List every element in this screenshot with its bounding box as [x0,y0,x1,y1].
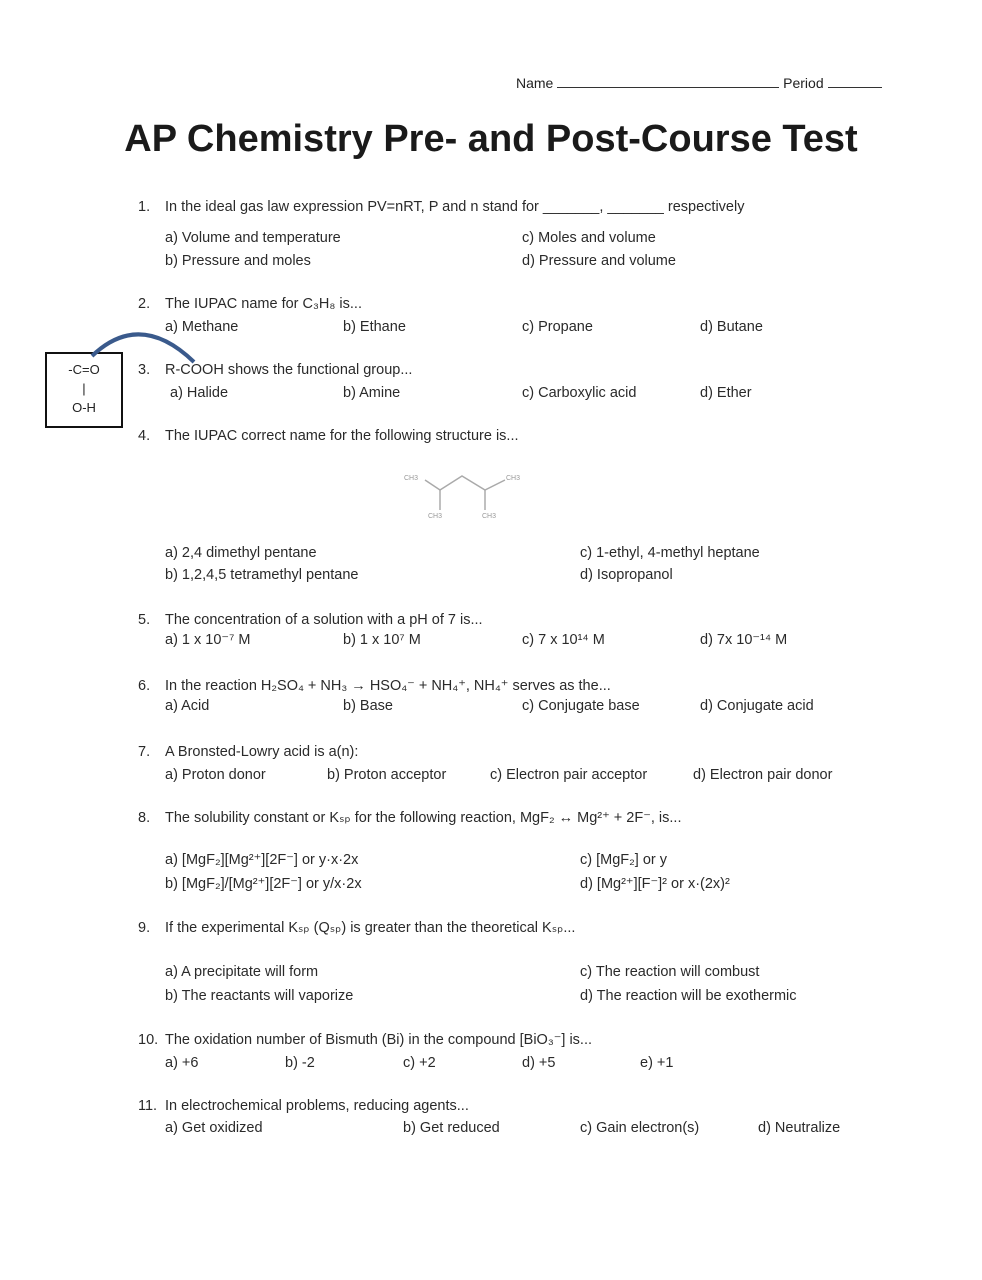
question-text: A Bronsted-Lowry acid is a(n): [165,744,359,760]
question-number: 10. [138,1032,159,1048]
answer-option[interactable]: a) Proton donor [165,767,266,783]
answer-option[interactable]: d) Conjugate acid [700,698,814,714]
answer-option[interactable]: b) Proton acceptor [327,767,447,783]
answer-option[interactable]: c) Propane [522,319,593,335]
answer-option[interactable]: d) Neutralize [758,1120,841,1136]
answer-option[interactable]: e) +1 [640,1055,674,1071]
answer-option[interactable]: d) The reaction will be exothermic [580,988,797,1004]
answer-option[interactable]: a) +6 [165,1055,199,1071]
answer-option[interactable]: c) 7 x 10¹⁴ M [522,632,605,648]
molecule-label: CH3 [482,513,497,520]
answer-option[interactable]: c) +2 [403,1055,436,1071]
answer-option[interactable]: a) Methane [165,319,239,335]
question-number: 7. [138,744,151,760]
page-title: AP Chemistry Pre- and Post-Course Test [124,118,858,160]
answer-option[interactable]: d) Ether [700,385,752,401]
answer-option[interactable]: d) Isopropanol [580,567,673,583]
fg-line-2: | [82,381,86,396]
question-text: The IUPAC name for C₃H₈ is... [165,296,362,312]
question-text: In the ideal gas law expression PV=nRT, P and n stand for _______, _______ respectively [165,199,745,215]
answer-option[interactable]: b) 1,2,4,5 tetramethyl pentane [165,567,359,583]
answer-option[interactable]: a) [MgF₂][Mg²⁺][2F⁻] or y·x·2x [165,852,359,868]
question-text: In the reaction H₂SO₄ + NH₃ → HSO₄⁻ + NH₄⁺, NH₄⁺ serves as the... [165,678,611,694]
answer-option[interactable]: d) Butane [700,319,763,335]
question-text: R-COOH shows the functional group... [165,362,413,378]
answer-option[interactable]: a) Get oxidized [165,1120,263,1136]
answer-option[interactable]: c) Carboxylic acid [522,385,637,401]
answer-option[interactable]: a) Acid [165,698,210,714]
answer-option[interactable]: d) Electron pair donor [693,767,833,783]
molecule-structure [425,476,505,510]
answer-option[interactable]: c) 1-ethyl, 4-methyl heptane [580,545,760,561]
answer-option[interactable]: b) The reactants will vaporize [165,988,354,1004]
answer-option[interactable]: b) 1 x 10⁷ M [343,632,421,648]
answer-option[interactable]: c) Conjugate base [522,698,640,714]
answer-option[interactable]: d) 7x 10⁻¹⁴ M [700,632,788,648]
question-number: 2. [138,296,151,312]
molecule-label: CH3 [506,475,521,482]
answer-option[interactable]: b) Ethane [343,319,406,335]
answer-option[interactable]: b) -2 [285,1055,315,1071]
name-label: Name [516,75,554,91]
question-text: The solubility constant or Kₛₚ for the following reaction, MgF₂ ↔ Mg²⁺ + 2F⁻, is... [165,810,682,826]
answer-option[interactable]: c) Electron pair acceptor [490,767,648,783]
question-number: 6. [138,678,151,694]
question-text: The concentration of a solution with a pH of 7 is... [165,612,483,628]
question-number: 3. [138,362,151,378]
answer-option[interactable]: b) Amine [343,385,401,401]
answer-option[interactable]: b) Base [343,698,393,714]
molecule-label: CH3 [428,513,443,520]
question-number: 4. [138,428,151,444]
question-number: 8. [138,810,151,826]
fg-line-3: O-H [72,400,96,415]
molecule-label: CH3 [404,475,419,482]
answer-option[interactable]: b) Get reduced [403,1120,500,1136]
answer-option[interactable]: a) Volume and temperature [165,230,341,246]
answer-option[interactable]: a) 2,4 dimethyl pentane [165,545,317,561]
answer-option[interactable]: d) Pressure and volume [522,253,676,269]
question-number: 5. [138,612,151,628]
answer-option[interactable]: d) +5 [522,1055,556,1071]
answer-option[interactable]: d) [Mg²⁺][F⁻]² or x·(2x)² [580,876,730,892]
answer-option[interactable]: c) Gain electron(s) [580,1120,700,1136]
fg-line-1: -C=O [68,362,100,377]
question-number: 11. [138,1098,158,1114]
answer-option[interactable]: b) Pressure and moles [165,253,311,269]
answer-option[interactable]: c) The reaction will combust [580,964,760,980]
arrow-arc [92,334,194,362]
answer-option[interactable]: a) A precipitate will form [165,964,319,980]
question-text: The IUPAC correct name for the following structure is... [165,428,519,444]
answer-option[interactable]: b) [MgF₂]/[Mg²⁺][2F⁻] or y/x·2x [165,876,362,892]
period-label: Period [783,75,824,91]
answer-option[interactable]: a) 1 x 10⁻⁷ M [165,632,251,648]
answer-option[interactable]: c) Moles and volume [522,230,656,246]
question-text: The oxidation number of Bismuth (Bi) in the compound [BiO₃⁻] is... [165,1032,592,1048]
question-text: If the experimental Kₛₚ (Qₛₚ) is greater than the theoretical Kₛₚ... [165,920,576,936]
question-number: 9. [138,920,151,936]
answer-option[interactable]: a) Halide [170,385,229,401]
question-text: In electrochemical problems, reducing agents... [165,1098,469,1114]
question-number: 1. [138,199,151,215]
answer-option[interactable]: c) [MgF₂] or y [580,852,667,868]
